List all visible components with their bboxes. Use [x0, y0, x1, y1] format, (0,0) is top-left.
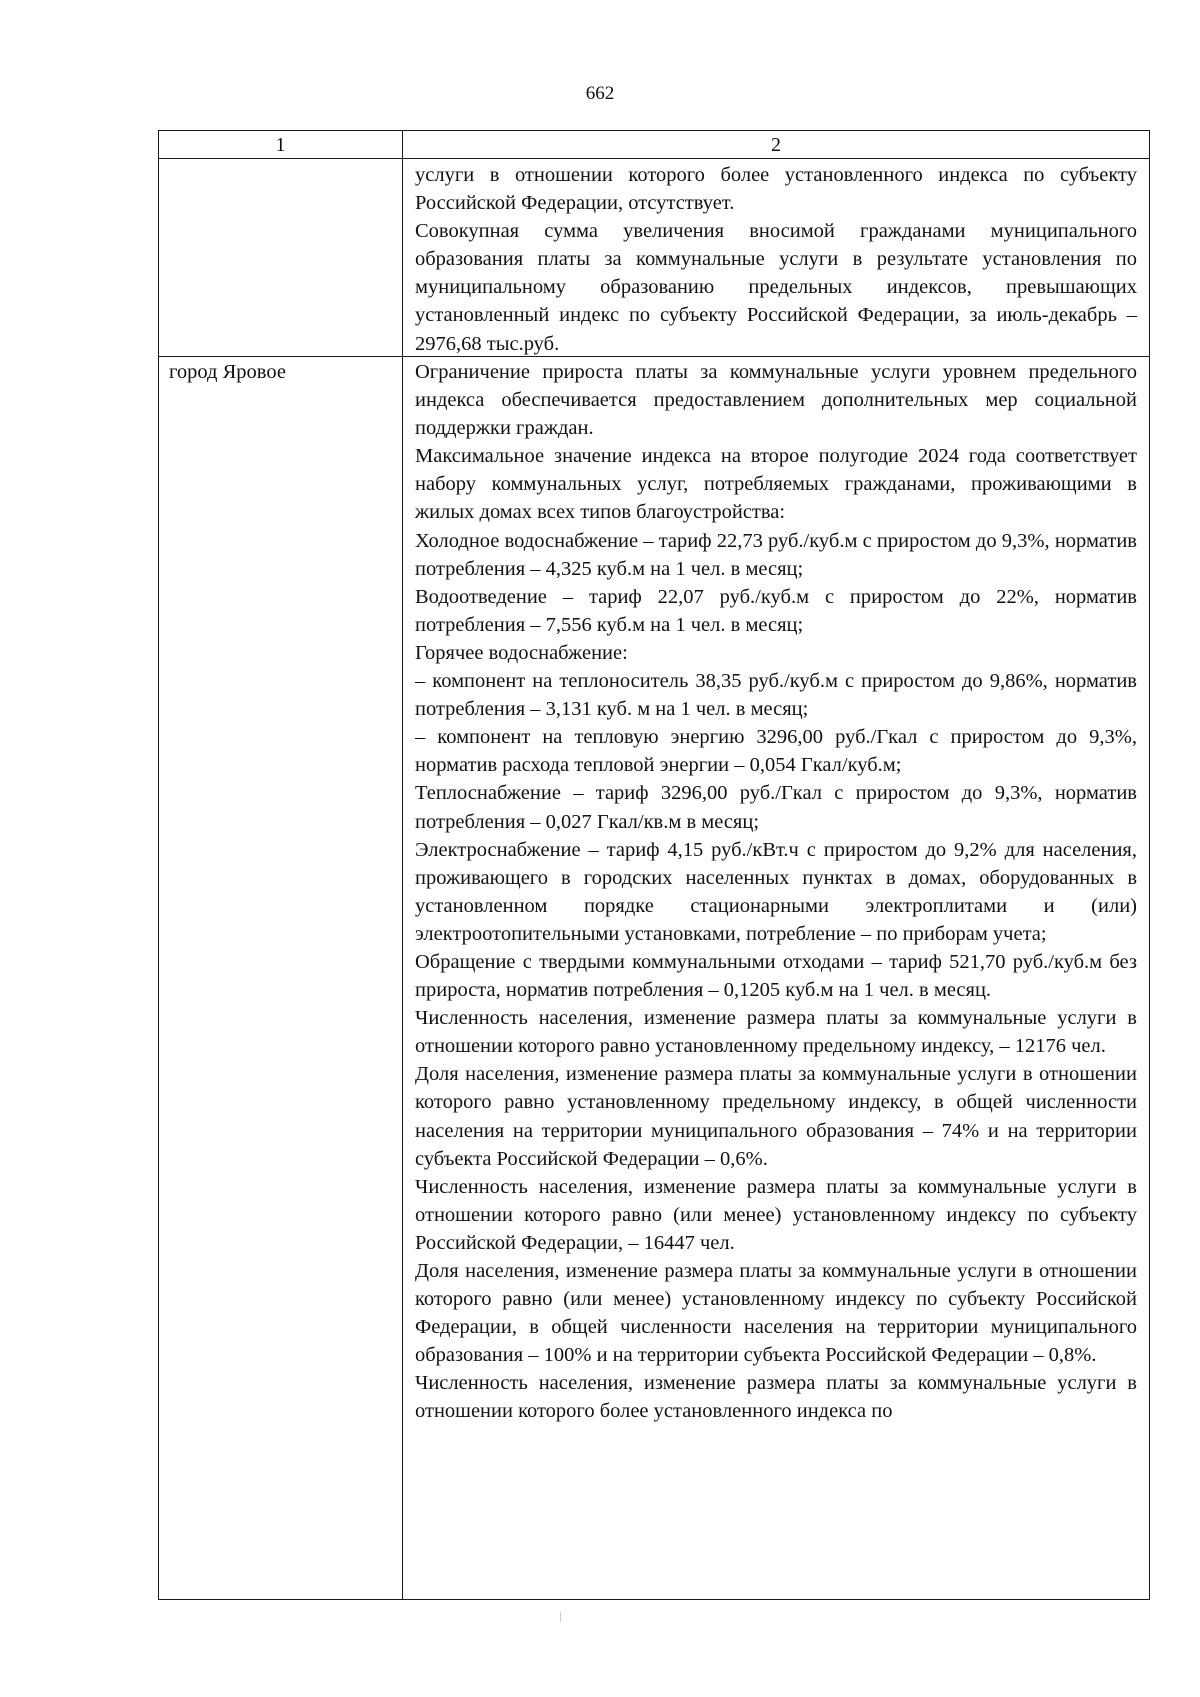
table-header-row	[159, 131, 1149, 159]
paragraph: Водоотведение – тариф 22,07 руб./куб.м с приростом до 22%, норматив потребления – 7,556 куб.м на 1 чел. в месяц;	[415, 585, 1137, 636]
paragraph: Совокупная сумма увеличения вносимой гражданами муниципального образования платы за коммунальные услуги в результате установления по муниципальному образованию предельных индексов, превышающих установленный индекс по субъекту Российской Федерации, за июль-декабрь – 2976,68 тыс.руб.	[415, 220, 1137, 355]
municipality-name-cell: город Яровое	[169, 361, 286, 383]
row-1-content-cell	[415, 161, 1137, 358]
paragraph: Горячее водоснабжение:	[415, 641, 628, 664]
row-2-content-cell	[415, 358, 1137, 1426]
paragraph: Ограничение прироста платы за коммунальные услуги уровнем предельного индекса обеспечивается предоставлением дополнительных мер социальной поддержки граждан.	[415, 361, 1137, 440]
paragraph: услуги в отношении которого более установленного индекса по субъекту Российской Федерации, отсутствует.	[415, 164, 1137, 215]
paragraph: – компонент на тепловую энергию 3296,00 руб./Гкал с приростом до 9,3%, норматив расхода тепловой энергии – 0,054 Гкал/куб.м;	[415, 726, 1137, 777]
document-table	[158, 130, 1150, 1600]
paragraph: Доля населения, изменение размера платы за коммунальные услуги в отношении которого равно установленному предельному индексу, в общей численности населения на территории муниципального образования – 74% и на территории субъекта Российской Федерации – 0,6%.	[415, 1063, 1137, 1170]
paragraph: Максимальное значение индекса на второе полугодие 2024 года соответствует набору коммунальных услуг, потребляемых гражданами, проживающими в жилых домах всех типов благоустройства:	[415, 445, 1137, 524]
scan-artifact	[560, 1612, 561, 1622]
paragraph: Обращение с твердыми коммунальными отходами – тариф 521,70 руб./куб.м без прироста, норматив потребления – 0,1205 куб.м на 1 чел. в месяц.	[415, 950, 1137, 1002]
paragraph: Численность населения, изменение размера платы за коммунальные услуги в отношении которого равно (или менее) установленному индексу по субъекту Российской Федерации, – 16447 чел.	[415, 1175, 1137, 1254]
paragraph: Численность населения, изменение размера платы за коммунальные услуги в отношении которого более установленного индекса по	[415, 1372, 1137, 1423]
paragraph: Численность населения, изменение размера платы за коммунальные услуги в отношении которого равно установленному предельному индексу, – 12176 чел.	[415, 1007, 1137, 1058]
paragraph: – компонент на теплоноситель 38,35 руб./куб.м с приростом до 9,86%, норматив потребления – 3,131 куб. м на 1 чел. в месяц;	[415, 670, 1137, 721]
header-cell-col-1: 1	[275, 134, 286, 156]
header-cell-col-2: 2	[771, 134, 781, 156]
paragraph: Доля населения, изменение размера платы за коммунальные услуги в отношении которого равно (или менее) установленному индексу по субъекту Российской Федерации, в общей численности населения на территории муниципального образования – 100% и на территории субъекта Российской Федерации – 0,8%.	[415, 1260, 1137, 1367]
paragraph: Электроснабжение – тариф 4,15 руб./кВт.ч с приростом до 9,2% для населения, проживающего в городских населенных пунктах в домах, оборудованных в установленном порядке стационарными электроплитами и (или) электроотопительными установками, потребление – по приборам учета;	[415, 838, 1137, 945]
row-divider	[159, 356, 1149, 357]
paragraph: Холодное водоснабжение – тариф 22,73 руб./куб.м с приростом до 9,3%, норматив потребления – 4,325 куб.м на 1 чел. в месяц;	[415, 529, 1137, 580]
page-number: 662	[585, 83, 615, 104]
column-divider	[402, 131, 403, 1599]
paragraph: Теплоснабжение – тариф 3296,00 руб./Гкал с приростом до 9,3%, норматив потребления – 0,027 Гкал/кв.м в месяц;	[415, 782, 1137, 833]
